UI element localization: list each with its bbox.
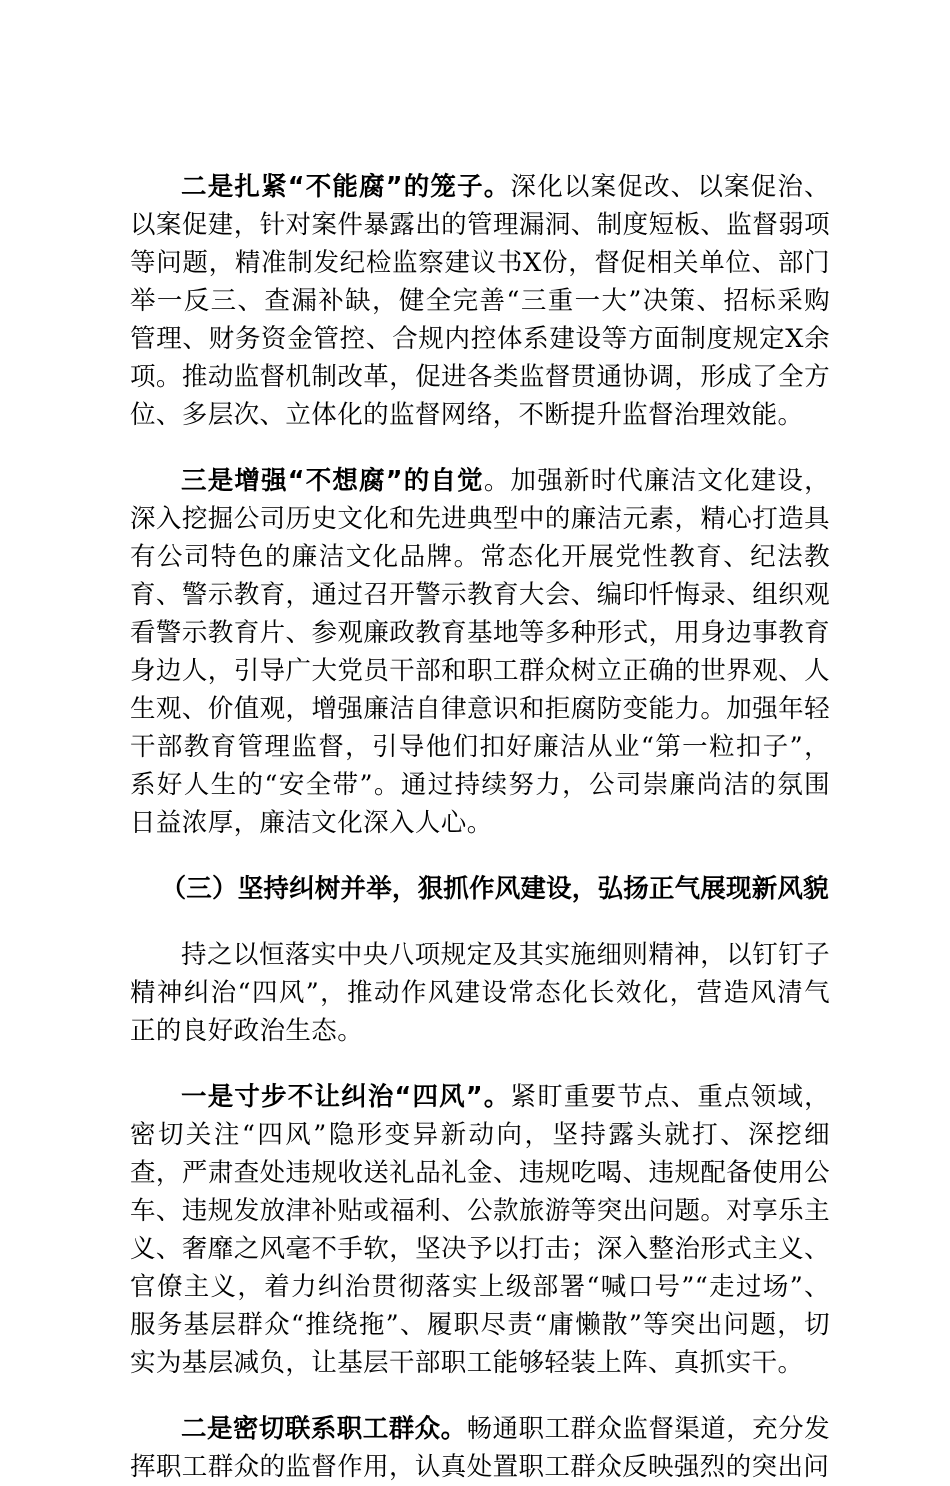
paragraph-two-cage xyxy=(130,168,830,434)
paragraph-lead: 二是密切联系职工群众。 xyxy=(181,1414,467,1444)
paragraph-intro xyxy=(130,936,830,1050)
section-heading: （三）坚持纠树并举，狠抓作风建设，弘扬正气展现新风貌 xyxy=(160,874,829,904)
paragraph-gap xyxy=(130,1050,830,1078)
paragraph-lead: 二是扎紧“不能腐”的笼子。 xyxy=(181,172,511,202)
paragraph-text: 。加强新时代廉洁文化建设，深入挖掘公司历史文化和先进典型中的廉洁元素，精心打造具有公司特色的廉洁文化品牌。常态化开展党性教育、纪法教育、警示教育，通过召开警示教育大会、编印忏悔录、组织观看警示教育片、参观廉政教育基地等多种形式，用身边事教育身边人，引导广大党员干部和职工群众树立正确的世界观、人生观、价值观，增强廉洁自律意识和拒腐防变能力。加强年轻干部教育管理监督，引导他们扣好廉洁从业“第一粒扣子”，系好人生的“安全带”。通过持续努力，公司崇廉尚洁的氛围日益浓厚，廉洁文化深入人心。 xyxy=(130,466,830,838)
paragraph-text: 深化以案促改、以案促治、以案促建，针对案件暴露出的管理漏洞、制度短板、监督弱项等问题，精准制发纪检监察建议书X份，督促相关单位、部门举一反三、查漏补缺，健全完善“三重一大”决策、招标采购管理、财务资金管控、合规内控体系建设等方面制度规定X余项。推动监督机制改革，促进各类监督贯通协调，形成了全方位、多层次、立体化的监督网络，不断提升监督治理效能。 xyxy=(130,172,830,430)
paragraph-text: 畅通职工群众监督渠道，充分发挥职工群众的监督作用，认真处置职工群众反映强烈的突出问 xyxy=(130,1414,830,1482)
paragraph-three-awareness xyxy=(130,462,830,842)
paragraph-gap xyxy=(130,1382,830,1410)
paragraph-text: 紧盯重要节点、重点领域，密切关注“四风”隐形变异新动向，坚持露头就打、深挖细查，严肃查处违规收送礼品礼金、违规吃喝、违规配备使用公车、违规发放津补贴或福利、公款旅游等突出问题。对享乐主义、奢靡之风毫不手软，坚决予以打击；深入整治形式主义、官僚主义，着力纠治贯彻落实上级部署“喊口号”“走过场”、服务基层群众“推绕拖”、履职尽责“庸懒散”等突出问题，切实为基层减负，让基层干部职工能够轻装上阵、真抓实干。 xyxy=(130,1082,830,1378)
paragraph-gap xyxy=(130,434,830,462)
paragraph-one-four-winds xyxy=(130,1078,830,1382)
paragraph-gap xyxy=(130,842,830,870)
paragraph-lead: 三是增强“不想腐”的自觉 xyxy=(181,466,484,496)
paragraph-lead: 一是寸步不让纠治“四风”。 xyxy=(181,1082,511,1112)
document-body xyxy=(130,168,830,1486)
paragraph-two-contact xyxy=(130,1410,830,1486)
paragraph-text: 持之以恒落实中央八项规定及其实施细则精神，以钉钉子精神纠治“四风”，推动作风建设常态化长效化，营造风清气正的良好政治生态。 xyxy=(130,940,830,1046)
paragraph-gap xyxy=(130,908,830,936)
